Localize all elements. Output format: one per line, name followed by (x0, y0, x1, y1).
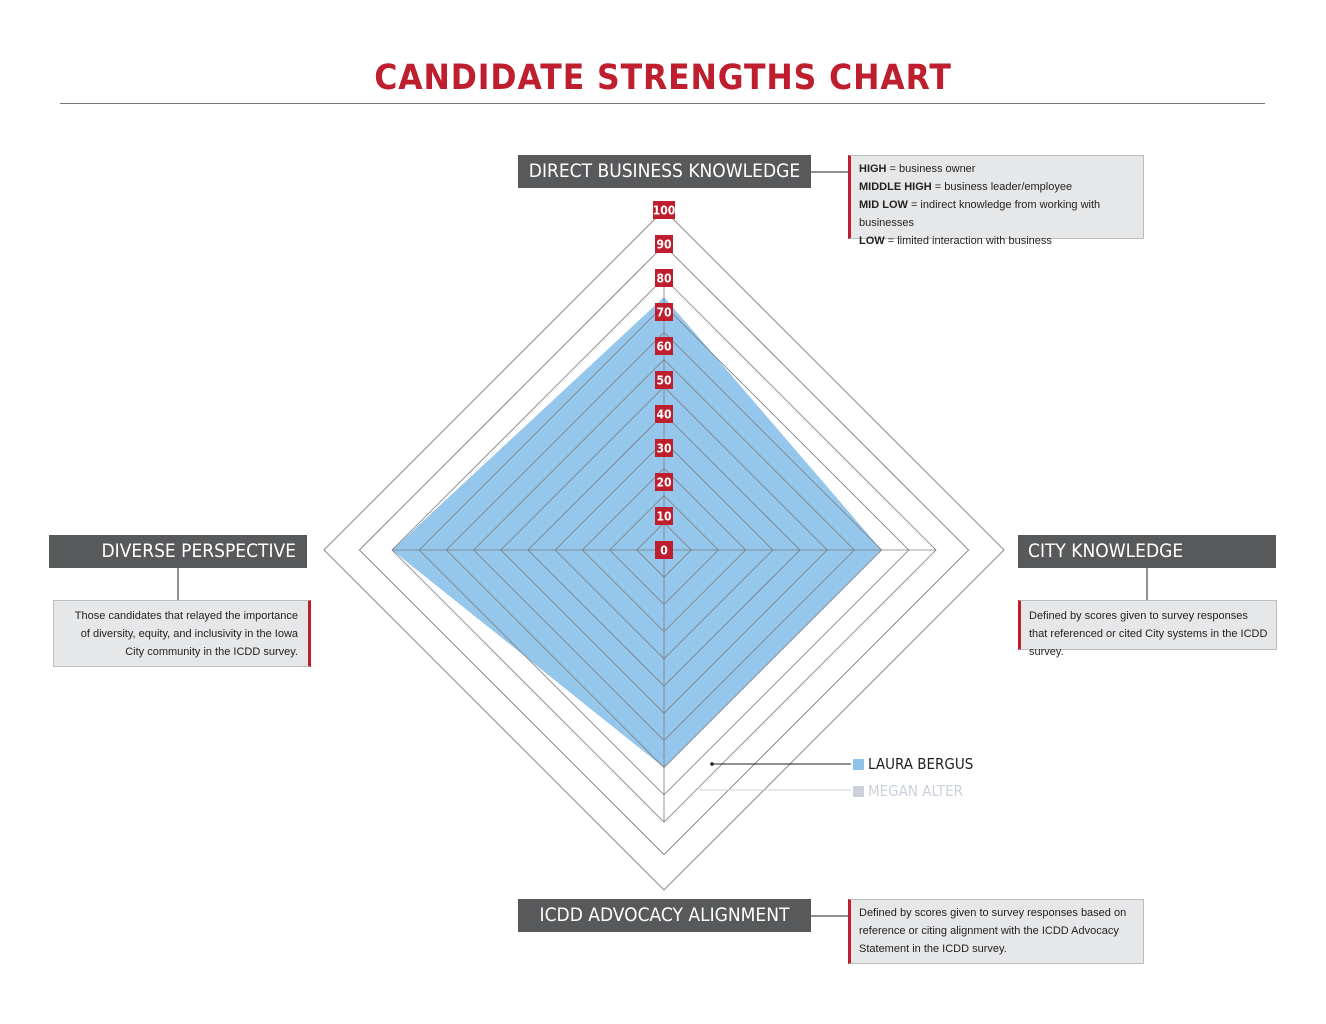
legend-label-megan-alter: MEGAN ALTER (868, 782, 964, 800)
axis-label-icdd-advocacy-alignment: ICDD ADVOCACY ALIGNMENT (518, 899, 811, 932)
tick-label-20: 20 (656, 475, 672, 490)
axis-label-direct-business-knowledge: DIRECT BUSINESS KNOWLEDGE (518, 155, 811, 188)
tick-label-80: 80 (656, 271, 672, 286)
axis-label-diverse-perspective: DIVERSE PERSPECTIVE (49, 535, 307, 568)
tick-label-0: 0 (660, 543, 668, 558)
tick-label-70: 70 (656, 305, 672, 320)
tick-label-100: 100 (652, 203, 676, 218)
note-line-middle-high: MIDDLE HIGH = business leader/employee (859, 181, 1073, 193)
chart-title: CANDIDATE STRENGTHS CHART (374, 58, 952, 98)
series-layer (392, 297, 882, 768)
tick-label-50: 50 (656, 373, 672, 388)
legend-label-laura-bergus: LAURA BERGUS (868, 755, 974, 773)
legend-leader-dot-laura-bergus (710, 762, 714, 766)
tick-label-40: 40 (656, 407, 672, 422)
tick-label-90: 90 (656, 237, 672, 252)
note-line-mid-low: MID LOW = indirect knowledge from working with businesses (859, 199, 1101, 229)
legend-leader-lines (700, 762, 851, 790)
axis-label-city-knowledge: CITY KNOWLEDGE (1018, 535, 1276, 568)
city-knowledge-note: Defined by scores given to survey responses that referenced or cited City systems in the ICDD survey. (1018, 600, 1277, 650)
tick-label-30: 30 (656, 441, 672, 456)
legend-swatch-laura-bergus (853, 759, 864, 770)
note-line-high: HIGH = business owner (859, 163, 976, 175)
legend-item-laura-bergus (853, 755, 973, 773)
icdd-alignment-note: Defined by scores given to survey responses based on reference or citing alignment with the ICDD Advocacy Statement in the ICDD survey. (848, 899, 1144, 964)
series-area-laura-bergus (392, 297, 882, 768)
legend-item-megan-alter (853, 782, 963, 800)
tick-label-10: 10 (656, 509, 672, 524)
note-line-low: LOW = limited interaction with business (859, 235, 1052, 247)
diverse-perspective-note: Those candidates that relayed the importance of diversity, equity, and inclusivity in the Iowa City community in the ICDD survey. (53, 600, 311, 667)
business-knowledge-note (848, 155, 1144, 247)
legend-swatch-megan-alter (853, 786, 864, 797)
tick-label-60: 60 (656, 339, 672, 354)
